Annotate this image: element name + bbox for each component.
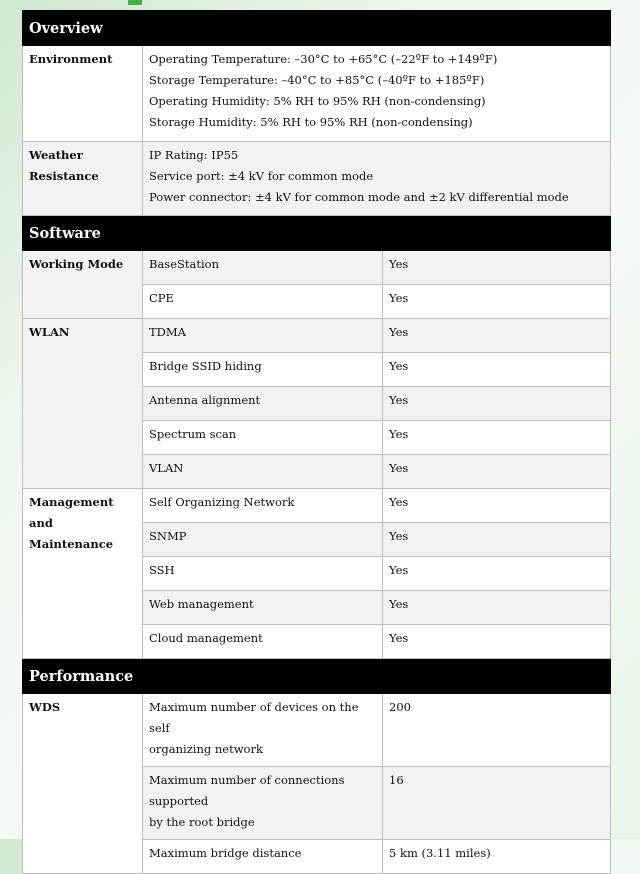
value-cell: Yes — [383, 557, 611, 591]
feature-cell: Maximum number of connections supported by the root bridge — [143, 767, 383, 840]
feature-cell: SNMP — [143, 523, 383, 557]
decorative-green-bar — [128, 0, 142, 5]
value-cell: 200 — [383, 694, 611, 767]
feature-cell: Antenna alignment — [143, 387, 383, 421]
section-title: Performance — [23, 659, 611, 694]
table-row — [23, 251, 611, 285]
feature-cell: SSH — [143, 557, 383, 591]
category-label: WDS — [23, 694, 143, 874]
spec-line: Operating Humidity: 5% RH to 95% RH (non-condensing) — [149, 94, 486, 108]
environment-values — [143, 46, 611, 142]
feature-cell: Bridge SSID hiding — [143, 353, 383, 387]
section-software — [23, 216, 611, 251]
category-label: WLAN — [23, 319, 143, 489]
feature-cell: BaseStation — [143, 251, 383, 285]
feature-cell: Cloud management — [143, 625, 383, 659]
spec-line: Storage Temperature: –40°C to +85°C (–40ºF to +185ºF) — [149, 73, 485, 87]
value-cell: Yes — [383, 421, 611, 455]
section-overview — [23, 11, 611, 46]
value-cell: Yes — [383, 489, 611, 523]
table-row — [23, 319, 611, 353]
feature-cell: VLAN — [143, 455, 383, 489]
table-row — [23, 489, 611, 523]
section-title: Software — [23, 216, 611, 251]
value-cell: Yes — [383, 251, 611, 285]
spec-line: Power connector: ±4 kV for common mode and ±2 kV differential mode — [149, 190, 569, 204]
spec-table — [22, 10, 611, 874]
value-cell: Yes — [383, 319, 611, 353]
value-cell: 5 km (3.11 miles) — [383, 840, 611, 874]
value-cell: Yes — [383, 285, 611, 319]
value-cell: Yes — [383, 625, 611, 659]
value-cell: 16 — [383, 767, 611, 840]
category-label: Working Mode — [23, 251, 143, 319]
value-cell: Yes — [383, 455, 611, 489]
category-label: Weather Resistance — [23, 142, 143, 216]
category-label: Management and Maintenance — [23, 489, 143, 659]
feature-cell: Spectrum scan — [143, 421, 383, 455]
spec-line: Operating Temperature: –30°C to +65°C (–22ºF to +149ºF) — [149, 52, 498, 66]
spec-sheet — [22, 10, 610, 874]
value-cell: Yes — [383, 387, 611, 421]
row-environment — [23, 46, 611, 142]
row-weather-resistance — [23, 142, 611, 216]
value-cell: Yes — [383, 523, 611, 557]
spec-line: Storage Humidity: 5% RH to 95% RH (non-condensing) — [149, 115, 473, 129]
table-row — [23, 694, 611, 767]
value-cell: Yes — [383, 591, 611, 625]
feature-cell: Self Organizing Network — [143, 489, 383, 523]
feature-cell: TDMA — [143, 319, 383, 353]
section-performance — [23, 659, 611, 694]
value-cell: Yes — [383, 353, 611, 387]
section-title: Overview — [23, 11, 611, 46]
category-label: Environment — [23, 46, 143, 142]
feature-cell: CPE — [143, 285, 383, 319]
feature-cell: Maximum bridge distance — [143, 840, 383, 874]
feature-cell: Web management — [143, 591, 383, 625]
feature-cell: Maximum number of devices on the self organizing network — [143, 694, 383, 767]
weather-values — [143, 142, 611, 216]
spec-line: IP Rating: IP55 — [149, 148, 239, 162]
spec-line: Service port: ±4 kV for common mode — [149, 169, 374, 183]
